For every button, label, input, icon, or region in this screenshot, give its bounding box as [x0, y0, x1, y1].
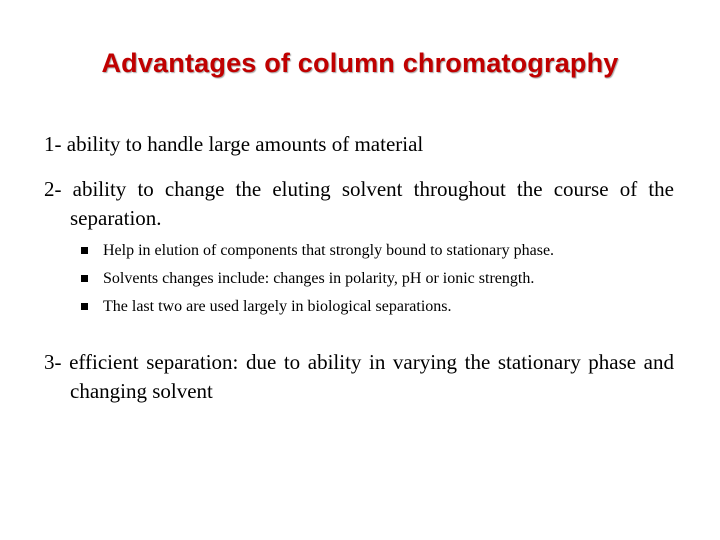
- point-3: 3- efficient separation: due to ability in varying the stationary phase and changing solvent: [44, 350, 674, 403]
- slide-title: Advantages of column chromatography: [101, 48, 619, 78]
- sub-bullet-item: [78, 265, 688, 293]
- sub-bullet-text: The last two are used largely in biological separations.: [103, 298, 452, 315]
- sub-bullet-text: Solvents changes include: changes in polarity, pH or ionic strength.: [103, 270, 535, 287]
- square-bullet-icon: [81, 247, 88, 254]
- sub-bullet-item: [78, 293, 688, 321]
- square-bullet-icon: [81, 303, 88, 310]
- square-bullet-icon: [81, 275, 88, 282]
- sub-bullet-item: [78, 237, 688, 265]
- sub-bullet-text: Help in elution of components that strongly bound to stationary phase.: [103, 242, 555, 259]
- sub-bullet-list: [78, 237, 688, 321]
- point-1: 1- ability to handle large amounts of material: [44, 132, 424, 156]
- point-2: 2- ability to change the eluting solvent throughout the course of the separation.: [44, 177, 674, 230]
